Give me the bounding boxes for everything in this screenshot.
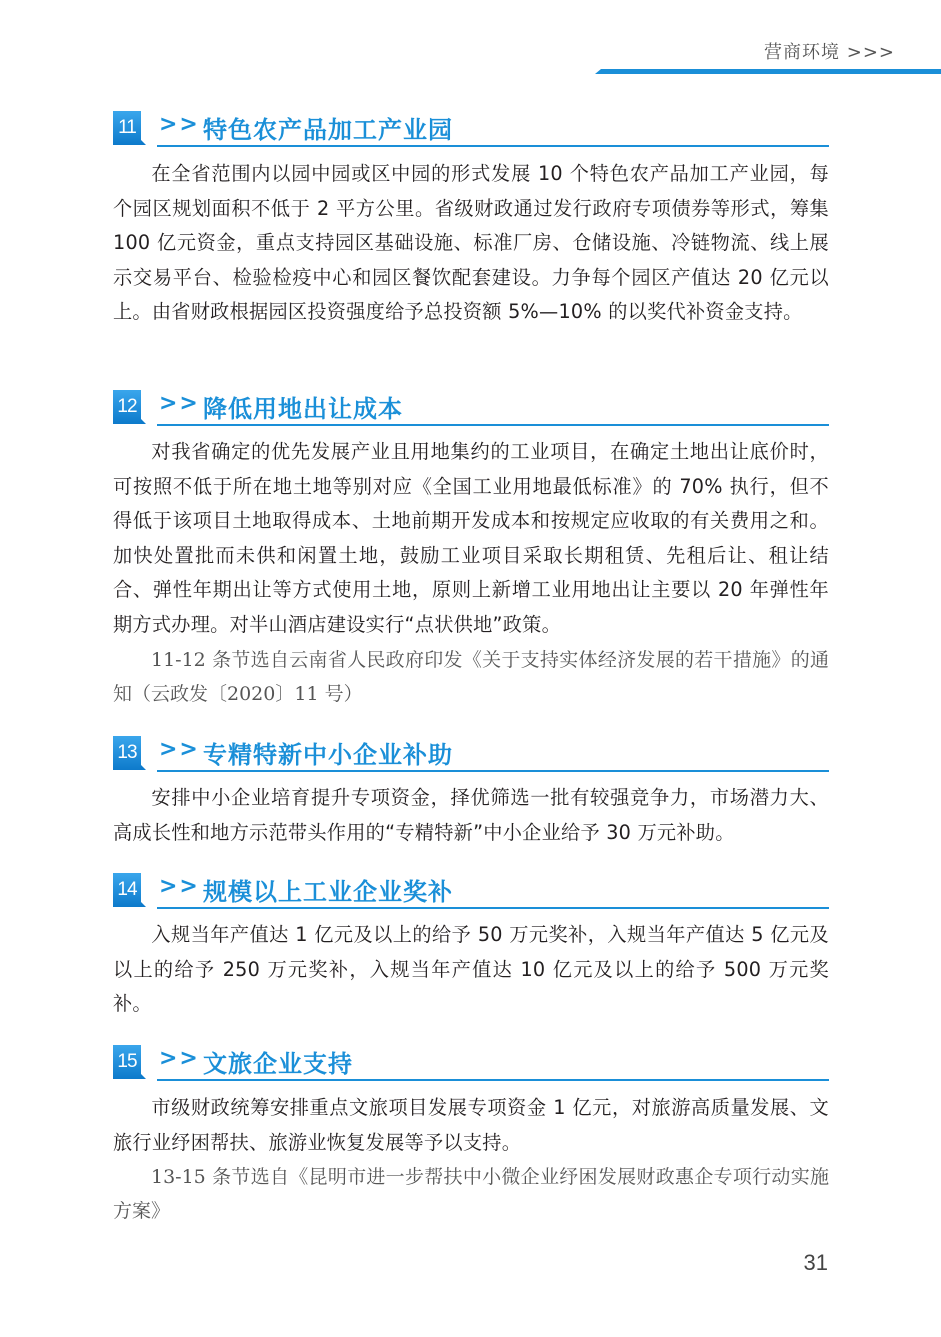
section-number-badge: 11 bbox=[113, 111, 141, 145]
section-body-15: 市级财政统筹安排重点文旅项目发展专项资金 1 亿元，对旅游高质量发展、文旅行业纾困帮扶、旅游业恢复发展等予以支持。 bbox=[113, 1096, 829, 1154]
heading-underline bbox=[157, 424, 829, 426]
section-body-14: 入规当年产值达 1 亿元及以上的给予 50 万元奖补，入规当年产值达 5 亿元及以上的给予 250 万元奖补，入规当年产值达 10 亿元及以上的给予 500 万元奖补。 bbox=[113, 923, 829, 1015]
heading-arrows: >> bbox=[159, 112, 200, 137]
section-heading-14 bbox=[113, 873, 829, 907]
section-title: 降低用地出让成本 bbox=[203, 395, 403, 423]
section-title: 专精特新中小企业补助 bbox=[203, 741, 453, 769]
section-title: 规模以上工业企业奖补 bbox=[203, 878, 453, 906]
section-heading-13 bbox=[113, 736, 829, 770]
section-number-badge: 12 bbox=[113, 390, 141, 424]
section-heading-15 bbox=[113, 1045, 829, 1079]
heading-arrows: >> bbox=[159, 1046, 200, 1071]
section-number-badge: 13 bbox=[113, 736, 141, 770]
heading-underline bbox=[157, 145, 829, 147]
heading-underline bbox=[157, 770, 829, 772]
heading-arrows: >> bbox=[159, 391, 200, 416]
section-heading-12 bbox=[113, 390, 829, 424]
section-body-11: 在全省范围内以园中园或区中园的形式发展 10 个特色农产品加工产业园，每个园区规划面积不低于 2 平方公里。省级财政通过发行政府专项债券等形式，筹集 100 亿元资金，重点支持园区基础设施、标准厂房、仓储设施、冷链物流、线上展示交易平台、检验检疫中心和园区餐饮配套建设。力争每个园区产值达 20 亿元以上。由省财政根据园区投资强度给予总投资额 5%—10% 的以奖代补资金支持。 bbox=[113, 162, 829, 323]
heading-arrows: >> bbox=[159, 874, 200, 899]
header-bar bbox=[595, 69, 941, 74]
page-number: 31 bbox=[803, 1250, 828, 1275]
section-number-badge: 14 bbox=[113, 873, 141, 907]
heading-underline bbox=[157, 1079, 829, 1081]
section-body-12: 对我省确定的优先发展产业且用地集约的工业项目，在确定土地出让底价时，可按照不低于所在地土地等别对应《全国工业用地最低标准》的 70% 执行，但不得低于该项目土地取得成本、土地前期开发成本和按规定应收取的有关费用之和。加快处置批而未供和闲置土地，鼓励工业项目采取长期租赁、先租后让、租让结合、弹性年期出让等方式使用土地，原则上新增工业用地出让主要以 20 年弹性年期方式办理。对半山酒店建设实行“点状供地”政策。 bbox=[113, 440, 829, 636]
header-title: 营商环境 >>> bbox=[764, 42, 895, 63]
section-heading-11 bbox=[113, 111, 829, 145]
section-title: 文旅企业支持 bbox=[203, 1050, 353, 1078]
heading-underline bbox=[157, 907, 829, 909]
section-body-13: 安排中小企业培育提升专项资金，择优筛选一批有较强竞争力，市场潜力大、高成长性和地方示范带头作用的“专精特新”中小企业给予 30 万元补助。 bbox=[113, 786, 829, 844]
source-note-2: 13-15 条节选自《昆明市进一步帮扶中小微企业纾困发展财政惠企专项行动实施方案》 bbox=[113, 1166, 829, 1222]
section-title: 特色农产品加工产业园 bbox=[203, 116, 453, 144]
heading-arrows: >> bbox=[159, 737, 200, 762]
source-note-1: 11-12 条节选自云南省人民政府印发《关于支持实体经济发展的若干措施》的通知（云政发〔2020〕11 号） bbox=[113, 649, 829, 705]
section-number-badge: 15 bbox=[113, 1045, 141, 1079]
